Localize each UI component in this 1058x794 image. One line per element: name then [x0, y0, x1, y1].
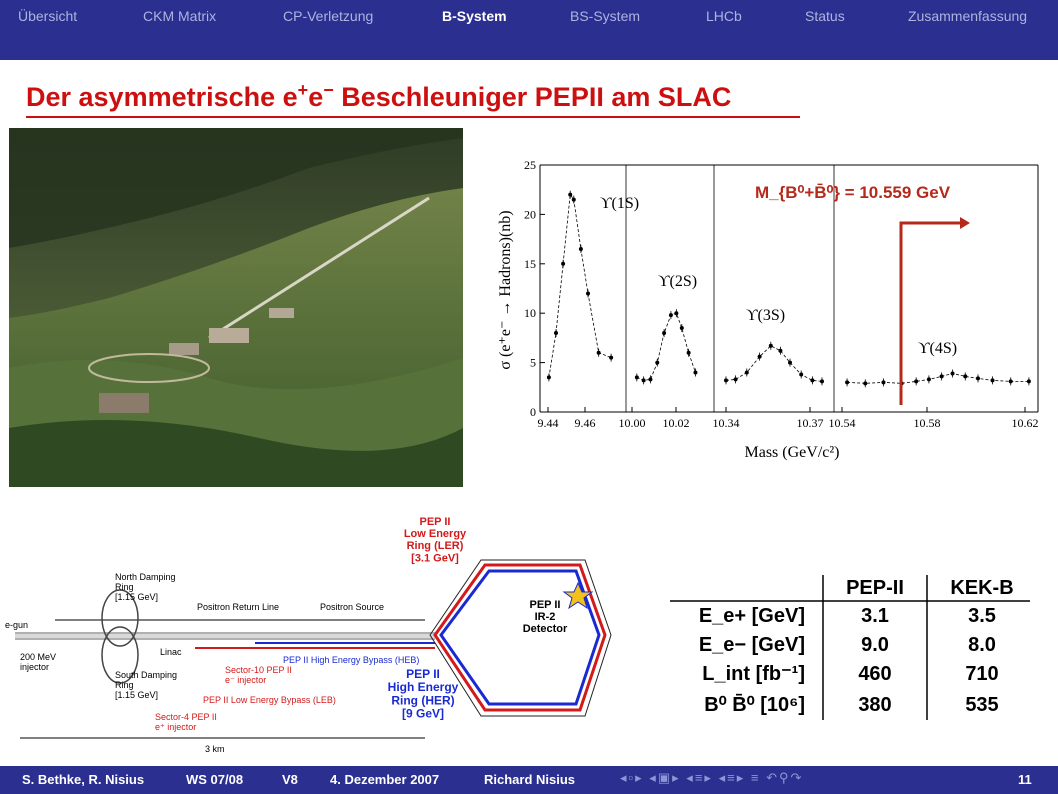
y-tick-label: 0 — [530, 405, 536, 419]
aerial-photo-slac — [9, 128, 463, 487]
data-point — [745, 370, 749, 374]
data-point — [609, 356, 613, 360]
nav-item-lhcb[interactable]: LHCb — [706, 8, 742, 24]
data-point — [568, 193, 572, 197]
label-line: PEP II — [406, 667, 440, 681]
title-part-1: Der asymmetrische e — [26, 82, 298, 112]
data-point — [669, 313, 673, 317]
data-point — [561, 262, 565, 266]
nav-forward-icon[interactable]: ↷ — [790, 770, 804, 785]
nav-back-icon[interactable]: ↶ — [766, 770, 779, 785]
y-tick-label: 25 — [524, 158, 536, 172]
label-heb: PEP II High Energy Bypass (HEB) — [283, 655, 420, 665]
row-label-ee-plus: E_e+ [GeV] — [698, 605, 805, 627]
nav-frame-icon[interactable]: ▫ — [628, 770, 636, 785]
row-label-bbbar: B⁰ B̄⁰ [10⁶] — [704, 694, 805, 716]
title-underline — [26, 116, 800, 118]
label-line: Sector-4 PEP II — [155, 712, 217, 722]
label-line: Ring (HER) — [391, 693, 455, 708]
fit-curve — [726, 346, 822, 382]
data-point — [687, 351, 691, 355]
peak-label-4s: ϒ(4S) — [918, 340, 958, 357]
nav-item-status[interactable]: Status — [805, 8, 845, 24]
title-sup-minus: − — [323, 80, 334, 100]
label-positron-source: Positron Source — [320, 602, 385, 612]
nav-prev-frame-icon[interactable]: ◂ — [620, 770, 629, 785]
peak-label-3s: ϒ(3S) — [746, 307, 786, 324]
nav-section-icon[interactable]: ≡ — [694, 770, 705, 785]
data-point — [1009, 379, 1013, 383]
footer-presenter: Richard Nisius — [484, 772, 576, 787]
data-point — [734, 377, 738, 381]
bb-threshold-annotation: M_{B⁰+B̄⁰} = 10.559 GeV — [755, 183, 951, 202]
peak-label-1s: ϒ(1S) — [600, 195, 640, 212]
footer-lecture: V8 — [282, 772, 298, 787]
cell-kekb-bbbar: 535 — [965, 694, 999, 716]
cell-kekb-lint: 710 — [965, 663, 999, 685]
nav-prev-subsection-icon[interactable]: ◂ — [649, 770, 658, 785]
label-leb: PEP II Low Energy Bypass (LEB) — [203, 695, 336, 705]
collider-parameters-table — [665, 570, 1035, 730]
nav-toc-icon[interactable]: ≡ — [750, 770, 761, 785]
data-point — [788, 361, 792, 365]
label-line: e⁻ injector — [225, 674, 267, 685]
cell-pepii-ee-minus: 9.0 — [861, 634, 889, 656]
label-line: Low Energy — [403, 528, 467, 541]
label-positron-return: Positron Return Line — [197, 602, 280, 612]
label-line: South Damping — [115, 670, 178, 680]
data-point — [674, 311, 678, 315]
label-line: Ring — [115, 679, 134, 690]
nav-prev-section-icon[interactable]: ◂ — [686, 770, 695, 785]
y-tick-label: 20 — [524, 207, 536, 222]
title-sup-plus: + — [297, 80, 309, 100]
nav-item-zusammenfassung[interactable]: Zusammenfassung — [908, 8, 1028, 24]
data-point — [1027, 379, 1031, 383]
data-point — [951, 371, 955, 375]
label-line: Ring — [115, 581, 134, 592]
data-point — [845, 380, 849, 384]
row-label-ee-minus: E_e− [GeV] — [698, 634, 805, 656]
y-tick-label: 5 — [530, 355, 536, 370]
label-line: Sector-10 PEP II — [225, 665, 292, 675]
peak-label-2s: ϒ(2S) — [658, 273, 698, 290]
row-label-lint: L_int [fb⁻¹] — [702, 663, 805, 685]
data-point — [881, 380, 885, 384]
label-line: 200 MeV — [20, 652, 57, 662]
cell-pepii-lint: 460 — [858, 663, 892, 685]
nav-item-b-system[interactable]: B-System — [442, 8, 507, 24]
chart-x-axis-label: Mass (GeV/c²) — [744, 444, 840, 461]
x-tick-label: 10.37 — [796, 416, 824, 430]
data-point — [758, 355, 762, 359]
fit-curve — [637, 313, 696, 380]
data-point — [940, 374, 944, 378]
title-part-3: Beschleuniger PEPII am SLAC — [333, 82, 732, 112]
data-point — [976, 376, 980, 380]
data-point — [724, 378, 728, 382]
data-point — [648, 377, 652, 381]
nav-search-icon[interactable]: ⚲ — [778, 770, 791, 785]
cell-kekb-ee-plus: 3.5 — [968, 605, 996, 627]
label-line: injector — [20, 661, 50, 672]
data-point — [863, 381, 867, 385]
label-detector — [523, 599, 568, 635]
label-pep-ler — [404, 516, 467, 564]
data-point — [554, 331, 558, 335]
cell-pepii-ee-plus: 3.1 — [861, 605, 889, 627]
label-line: Detector — [522, 623, 568, 636]
label-line: [3.1 GeV] — [411, 552, 459, 565]
data-point — [810, 378, 814, 382]
nav-next-frame-icon[interactable]: ▸ — [635, 770, 644, 785]
pep2-accelerator-diagram — [5, 510, 625, 760]
nav-part-icon[interactable]: ≡ — [727, 770, 737, 785]
nav-next-part-icon[interactable]: ▸ — [736, 770, 746, 785]
label-sector10 — [225, 665, 292, 685]
data-point — [963, 374, 967, 378]
x-tick-label: 10.34 — [712, 416, 740, 430]
footer-bar — [0, 766, 1058, 794]
col-header-kekb: KEK-B — [950, 577, 1014, 599]
data-point — [799, 372, 803, 376]
x-tick-label: 10.62 — [1011, 416, 1039, 430]
label-line: North Damping — [115, 572, 176, 582]
data-point — [662, 331, 666, 335]
page-number: 11 — [1018, 772, 1032, 787]
bb-threshold-arrowhead — [960, 217, 970, 229]
top-navigation — [0, 0, 1058, 60]
cell-kekb-ee-minus: 8.0 — [968, 634, 996, 656]
label-line: PEP II — [419, 516, 451, 528]
label-line: [9 GeV] — [401, 706, 445, 721]
data-point — [693, 370, 697, 374]
data-point — [579, 247, 583, 251]
nav-item-bs-system[interactable]: BS-System — [570, 8, 641, 24]
nav-item-cp-verletzung[interactable]: CP-Verletzung — [283, 8, 374, 24]
x-tick-label: 10.58 — [913, 416, 941, 430]
data-point — [680, 326, 684, 330]
label-line: [1.15 GeV] — [115, 591, 159, 602]
x-tick-label: 10.54 — [828, 416, 856, 430]
fit-curve — [847, 374, 1029, 384]
data-point — [597, 351, 601, 355]
x-tick-label: 9.46 — [574, 416, 596, 430]
data-point — [635, 375, 639, 379]
data-point — [820, 379, 824, 383]
label-injector — [20, 652, 56, 672]
label-scale: 3 km — [205, 744, 225, 754]
cell-pepii-bbbar: 380 — [858, 694, 892, 716]
col-header-pepii: PEP-II — [846, 577, 904, 599]
label-line: High Energy — [387, 680, 459, 695]
nav-subsection-icon[interactable]: ▣ — [657, 770, 673, 785]
footer-date: 4. Dezember 2007 — [330, 772, 440, 787]
label-pep-her — [388, 667, 459, 721]
data-point — [769, 344, 773, 348]
nav-next-subsection-icon[interactable]: ▸ — [672, 770, 681, 785]
nav-item-uebersicht[interactable]: Übersicht — [18, 8, 78, 24]
bb-threshold-arrow — [901, 223, 960, 405]
data-point — [991, 378, 995, 382]
label-south-damping — [115, 670, 177, 700]
label-line: e⁺ injector — [155, 721, 197, 732]
slide-title — [26, 80, 731, 113]
label-north-damping — [115, 572, 176, 602]
label-line: PEP II — [529, 599, 561, 611]
beamer-navigation-icons — [620, 770, 803, 786]
footer-semester: WS 07/08 — [186, 772, 244, 787]
label-linac: Linac — [160, 647, 182, 657]
chart-y-axis-label: σ (e⁺e⁻ → Hadrons)(nb) — [497, 210, 514, 370]
chart-points — [547, 191, 1031, 388]
label-line: IR-2 — [534, 611, 556, 624]
title-part-2: e — [308, 82, 324, 112]
data-point — [778, 349, 782, 353]
data-point — [572, 198, 576, 202]
x-tick-label: 9.44 — [537, 416, 559, 430]
label-egun: e-gun — [5, 620, 29, 630]
upsilon-resonance-chart — [490, 150, 1050, 480]
data-point — [547, 375, 551, 379]
label-line: Ring (LER) — [406, 540, 464, 553]
nav-prev-part-icon[interactable]: ◂ — [718, 770, 728, 785]
nav-item-ckm-matrix[interactable]: CKM Matrix — [143, 8, 217, 24]
data-point — [642, 378, 646, 382]
data-point — [586, 291, 590, 295]
data-point — [927, 377, 931, 381]
data-point — [914, 379, 918, 383]
x-tick-label: 10.00 — [618, 416, 646, 430]
label-line: [1.15 GeV] — [115, 689, 159, 700]
x-tick-label: 10.02 — [662, 416, 690, 430]
fit-curve — [549, 195, 611, 378]
footer-authors: S. Bethke, R. Nisius — [22, 772, 145, 787]
y-tick-label: 10 — [524, 306, 536, 321]
label-sector4 — [155, 712, 217, 732]
nav-next-section-icon[interactable]: ▸ — [704, 770, 713, 785]
y-tick-label: 15 — [524, 256, 536, 271]
data-point — [655, 361, 659, 365]
